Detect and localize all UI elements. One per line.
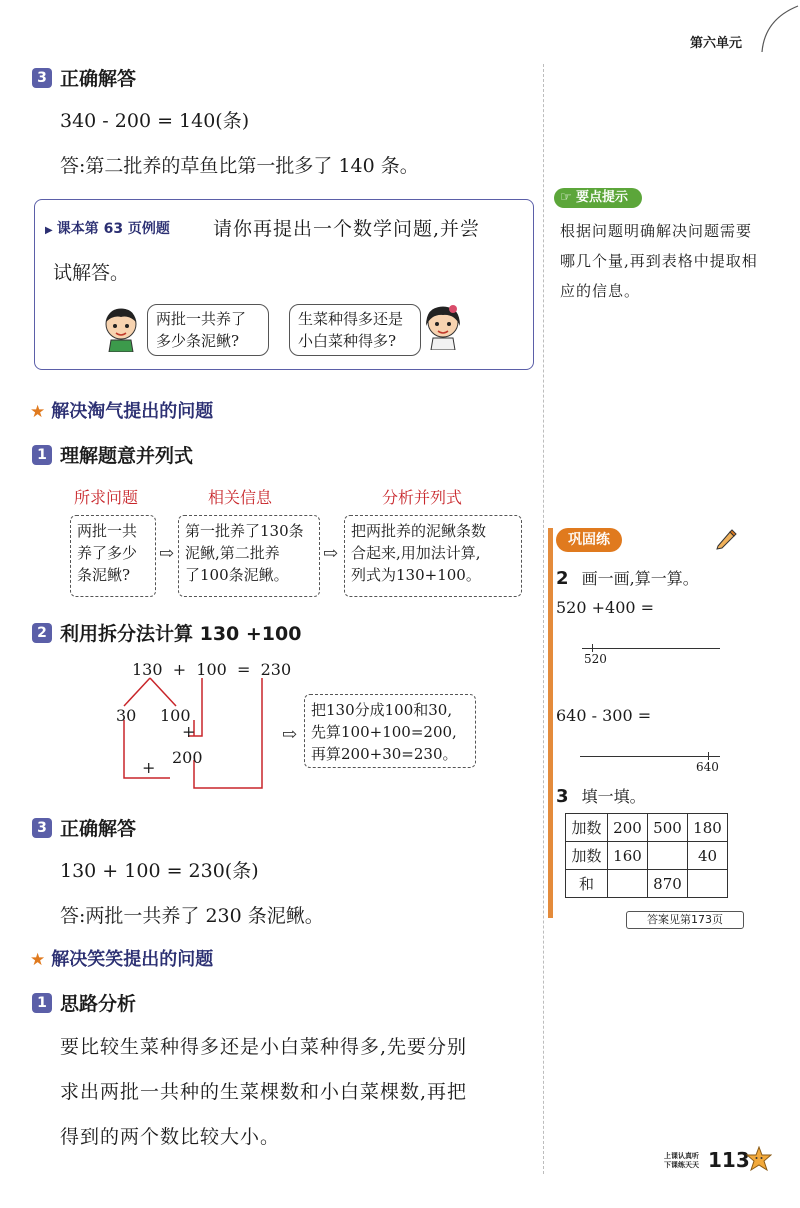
section-title: 正确解答 xyxy=(60,68,137,90)
box-line: 条泥鳅? xyxy=(77,566,131,584)
q2a-expression: 520 +400 = xyxy=(556,598,655,617)
step-number-badge: 1 xyxy=(32,993,52,1013)
tips-text: 根据问题明确解决问题需要哪几个量,再到表格中提取相应的信息。 xyxy=(560,222,758,300)
table-row xyxy=(566,814,728,842)
table-cell: 和 xyxy=(566,870,608,898)
boy-speech-bubble xyxy=(147,304,269,356)
question-3 xyxy=(556,784,646,807)
equation: 130 + 100 = 230(条) xyxy=(60,860,259,882)
step-heading-analysis xyxy=(32,989,136,1016)
boy-avatar-icon xyxy=(101,306,141,352)
arrow-right-icon: ⇨ xyxy=(159,543,175,564)
box-line: 养了多少 xyxy=(77,544,138,562)
question-number: 3 xyxy=(556,786,569,807)
girl-avatar-icon xyxy=(423,304,463,350)
step-number-badge: 3 xyxy=(32,818,52,838)
table-cell: 40 xyxy=(688,842,728,870)
table-cell: 200 xyxy=(608,814,648,842)
section-title: 解决淘气提出的问题 xyxy=(51,401,214,422)
flow-title-question: 所求问题 xyxy=(74,488,139,507)
step-title: 理解题意并列式 xyxy=(60,445,194,467)
table-cell: 160 xyxy=(608,842,648,870)
table-cell: 500 xyxy=(648,814,688,842)
table-cell: 加数 xyxy=(566,842,608,870)
section-heading-solve-2 xyxy=(32,814,136,841)
box-line: 两批一共 xyxy=(77,522,138,540)
step-title: 正确解答 xyxy=(60,818,137,840)
question-number: 2 xyxy=(556,568,569,589)
number-line-b xyxy=(580,756,720,757)
box-line: 合起来,用加法计算, xyxy=(351,544,481,562)
tips-tag-text: 要点提示 xyxy=(576,190,629,205)
practice-side-band xyxy=(548,528,553,918)
table-cell: 870 xyxy=(648,870,688,898)
tips-tag xyxy=(554,188,642,208)
table-cell[interactable] xyxy=(648,842,688,870)
question-text: 填一填。 xyxy=(581,787,646,806)
box-line: 了100条泥鳅。 xyxy=(185,566,289,584)
box-line: 第一批养了130条 xyxy=(185,522,304,540)
section-heading-solve-1 xyxy=(32,64,136,91)
table-cell: 加数 xyxy=(566,814,608,842)
step-title: 思路分析 xyxy=(60,993,137,1015)
section-heading-naughty xyxy=(30,397,213,423)
hand-pointer-icon: ☞ xyxy=(560,190,572,205)
star-mascot-icon xyxy=(746,1146,772,1172)
split-part-b: 100 xyxy=(160,706,191,725)
plus-sign: + xyxy=(182,722,196,741)
box-line: 再算200+30=230。 xyxy=(311,745,458,763)
answer-reference: 答案见第173页 xyxy=(626,911,744,929)
fill-table xyxy=(565,813,728,898)
bubble-line: 小白菜种得多? xyxy=(298,332,397,350)
box-line: 先算100+100=200, xyxy=(311,723,457,741)
example-tag-text: 课本第 63 页例题 xyxy=(56,221,170,237)
flow-box-analysis xyxy=(344,515,522,597)
flow-title-analysis: 分析并列式 xyxy=(382,488,463,507)
flow-title-info: 相关信息 xyxy=(208,488,273,507)
box-line: 列式为130+100。 xyxy=(351,566,481,584)
footer-logo-line: 下课练天天 xyxy=(664,1161,699,1169)
corner-decoration xyxy=(760,4,800,54)
arrow-right-icon: ⇨ xyxy=(323,543,339,564)
example-tag xyxy=(45,218,170,238)
analysis-line: 得到的两个数比较大小。 xyxy=(60,1126,281,1148)
answer-text: 答:第二批养的草鱼比第一批多了 140 条。 xyxy=(60,155,419,177)
table-cell[interactable] xyxy=(688,870,728,898)
question-text: 画一画,算一算。 xyxy=(581,569,699,588)
bubble-line: 多少条泥鳅? xyxy=(156,332,240,350)
example-prompt-line1: 请你再提出一个数学问题,并尝 xyxy=(213,218,481,240)
flow-box-info xyxy=(178,515,320,597)
box-line: 泥鳅,第二批养 xyxy=(185,544,280,562)
section-heading-smile xyxy=(30,945,213,971)
split-explanation-box xyxy=(304,694,476,768)
number-line-label: 640 xyxy=(696,760,719,774)
analysis-line: 要比较生菜种得多还是小白菜种得多,先要分别 xyxy=(60,1036,468,1058)
page-number: 113 xyxy=(708,1148,750,1172)
question-2 xyxy=(556,566,699,589)
example-prompt-line2: 试解答。 xyxy=(53,262,130,284)
analysis-line: 求出两批一共种的生菜棵数和小白菜棵数,再把 xyxy=(60,1081,468,1103)
star-icon: ★ xyxy=(30,950,46,970)
example-box xyxy=(34,199,534,370)
step-heading-split xyxy=(32,619,301,646)
practice-tag: 巩固练 xyxy=(556,528,622,552)
step-heading-understand xyxy=(32,441,193,468)
number-line-a xyxy=(582,648,720,649)
footer-logo xyxy=(664,1152,699,1170)
plus-sign: + xyxy=(142,758,156,777)
number-line-label: 520 xyxy=(584,652,607,666)
split-part-a: 30 xyxy=(116,706,137,725)
star-icon: ★ xyxy=(30,402,46,422)
table-cell: 180 xyxy=(688,814,728,842)
step-number-badge: 2 xyxy=(32,623,52,643)
table-row xyxy=(566,842,728,870)
table-cell[interactable] xyxy=(608,870,648,898)
flow-box-question xyxy=(70,515,156,597)
step-number-badge: 3 xyxy=(32,68,52,88)
bubble-line: 两批一共养了 xyxy=(156,310,247,328)
equation: 340 - 200 = 140(条) xyxy=(60,110,250,132)
girl-speech-bubble xyxy=(289,304,421,356)
number-line-tick xyxy=(592,644,593,652)
table-row xyxy=(566,870,728,898)
bubble-line: 生菜种得多还是 xyxy=(298,310,404,328)
box-line: 把两批养的泥鳅条数 xyxy=(351,522,487,540)
split-equation: 130 + 100 = 230 xyxy=(132,660,292,679)
step-title: 利用拆分法计算 130 +100 xyxy=(60,623,302,645)
pencil-icon xyxy=(714,528,738,550)
number-line-tick xyxy=(708,752,709,760)
column-divider xyxy=(543,64,544,1174)
arrow-right-icon: ⇨ xyxy=(282,724,298,745)
answer-text: 答:两批一共养了 230 条泥鳅。 xyxy=(60,905,324,927)
unit-label: 第六单元 xyxy=(690,36,743,51)
box-line: 把130分成100和30, xyxy=(311,701,453,719)
step-number-badge: 1 xyxy=(32,445,52,465)
section-title: 解决笑笑提出的问题 xyxy=(51,949,214,970)
split-sum: 200 xyxy=(172,748,203,767)
triangle-icon: ▶ xyxy=(45,225,53,236)
q2b-expression: 640 - 300 = xyxy=(556,706,652,725)
footer-logo-line: 上课认真听 xyxy=(664,1152,699,1160)
